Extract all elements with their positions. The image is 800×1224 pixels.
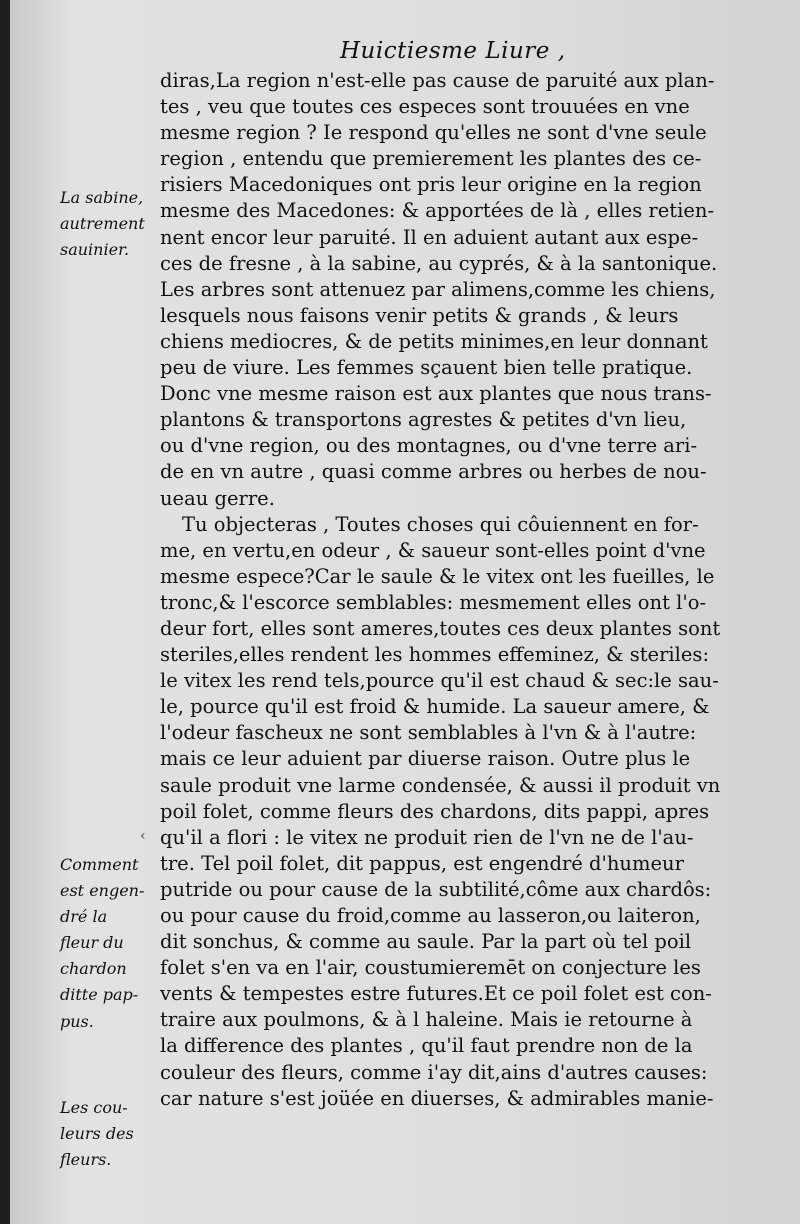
text-line: diras,La region n'est-elle pas cause de paruité aux plan- (160, 69, 715, 92)
margin-note-chardon (60, 852, 160, 1035)
margin-note-line: fleurs. (60, 1150, 112, 1170)
running-header: Huictiesme Liure , (340, 38, 566, 64)
margin-note-line: dré la (60, 907, 108, 927)
main-text-block (160, 68, 792, 1112)
text-line: dit sonchus, & comme au saule. Par la part où tel poil (160, 930, 692, 954)
text-line: le vitex les rend tels,pource qu'il est chaud & sec:le sau- (160, 669, 719, 693)
text-line: la difference des plantes , qu'il faut prendre non de la (160, 1034, 693, 1058)
text-line: ces de fresne , à la sabine, au cyprés, & à la santonique. (160, 251, 718, 275)
text-line: poil folet, comme fleurs des chardons, dits pappi, apres (160, 799, 710, 823)
margin-note-couleurs (60, 1095, 160, 1173)
margin-note-line: leurs des (60, 1124, 134, 1144)
text-line: tronc,& l'escorce semblables: mesmement elles ont l'o- (160, 590, 707, 614)
margin-note-line: fleur du (60, 933, 124, 953)
text-line: saule produit vne larme condensée, & aussi il produit vn (160, 773, 721, 797)
text-line: le, pource qu'il est froid & humide. La saueur amere, & (160, 695, 710, 719)
text-line: lesquels nous faisons venir petits & grands , & leurs (160, 303, 679, 327)
text-line: de en vn autre , quasi comme arbres ou herbes de nou- (160, 460, 707, 484)
text-line: folet s'en va en l'air, coustumieremēt on conjecture les (160, 956, 701, 980)
side-mark: ‹ (140, 828, 146, 844)
text-line: steriles,elles rendent les hommes effeminez, & steriles: (160, 643, 710, 667)
text-line: ou d'vne region, ou des montagnes, ou d'vne terre ari- (160, 434, 698, 458)
text-line: vents & tempestes estre futures.Et ce poil folet est con- (160, 982, 712, 1006)
text-line: car nature s'est joüée en diuerses, & admirables manie- (160, 1086, 714, 1110)
text-line: putride ou pour cause de la subtilité,côme aux chardôs: (160, 877, 712, 901)
text-line: Les arbres sont attenuez par alimens,comme les chiens, (160, 277, 716, 301)
margin-note-line: chardon (60, 959, 127, 979)
text-line: mais ce leur aduient par diuerse raison. Outre plus le (160, 747, 691, 771)
text-line: mesme espece?Car le saule & le vitex ont les fueilles, le (160, 564, 715, 588)
text-line: l'odeur fascheux ne sont semblables à l'vn & à l'autre: (160, 721, 697, 745)
margin-note-line: sauinier. (60, 240, 130, 260)
margin-note-line: pus. (60, 1011, 94, 1031)
text-line: tre. Tel poil folet, dit pappus, est engendré d'humeur (160, 851, 684, 875)
text-line: qu'il a flori : le vitex ne produit rien de l'vn ne de l'au- (160, 825, 694, 849)
text-line: couleur des fleurs, comme i'ay dit,ains d'autres causes: (160, 1060, 708, 1084)
margin-note-line: est engen- (60, 881, 145, 901)
text-line: Tu objecteras , Toutes choses qui côuiennent en for- (182, 512, 699, 536)
margin-note-sabine (60, 185, 160, 263)
text-line: peu de viure. Les femmes sçauent bien telle pratique. (160, 356, 693, 380)
text-line: Donc vne mesme raison est aux plantes que nous trans- (160, 382, 712, 406)
margin-note-line: La sabine, (60, 188, 144, 207)
margin-note-line: Comment (60, 855, 139, 874)
margin-note-line: autrement (60, 214, 145, 234)
text-line: tes , veu que toutes ces especes sont trouuées en vne (160, 95, 690, 119)
text-line: ou pour cause du froid,comme au lasseron,ou laiteron, (160, 904, 701, 927)
text-line: region , entendu que premierement les plantes des ce- (160, 147, 702, 171)
text-line: chiens mediocres, & de petits minimes,en leur donnant (160, 329, 708, 353)
book-page (10, 0, 800, 1224)
text-line: mesme region ? Ie respond qu'elles ne sont d'vne seule (160, 121, 707, 145)
text-line: ueau gerre. (160, 486, 275, 510)
text-line: deur fort, elles sont ameres,toutes ces deux plantes sont (160, 616, 721, 640)
margin-note-line: ditte pap- (60, 985, 139, 1005)
text-line: risiers Macedoniques ont pris leur origine en la region (160, 173, 702, 197)
text-line: mesme des Macedones: & apportées de là , elles retien- (160, 199, 715, 223)
text-line: plantons & transportons agrestes & petites d'vn lieu, (160, 408, 687, 432)
margin-note-line: Les cou- (60, 1098, 128, 1117)
text-line: nent encor leur paruité. Il en aduient autant aux espe- (160, 225, 699, 249)
text-line: me, en vertu,en odeur , & saueur sont-elles point d'vne (160, 538, 706, 562)
text-line: traire aux poulmons, & à l haleine. Mais ie retourne à (160, 1008, 693, 1032)
